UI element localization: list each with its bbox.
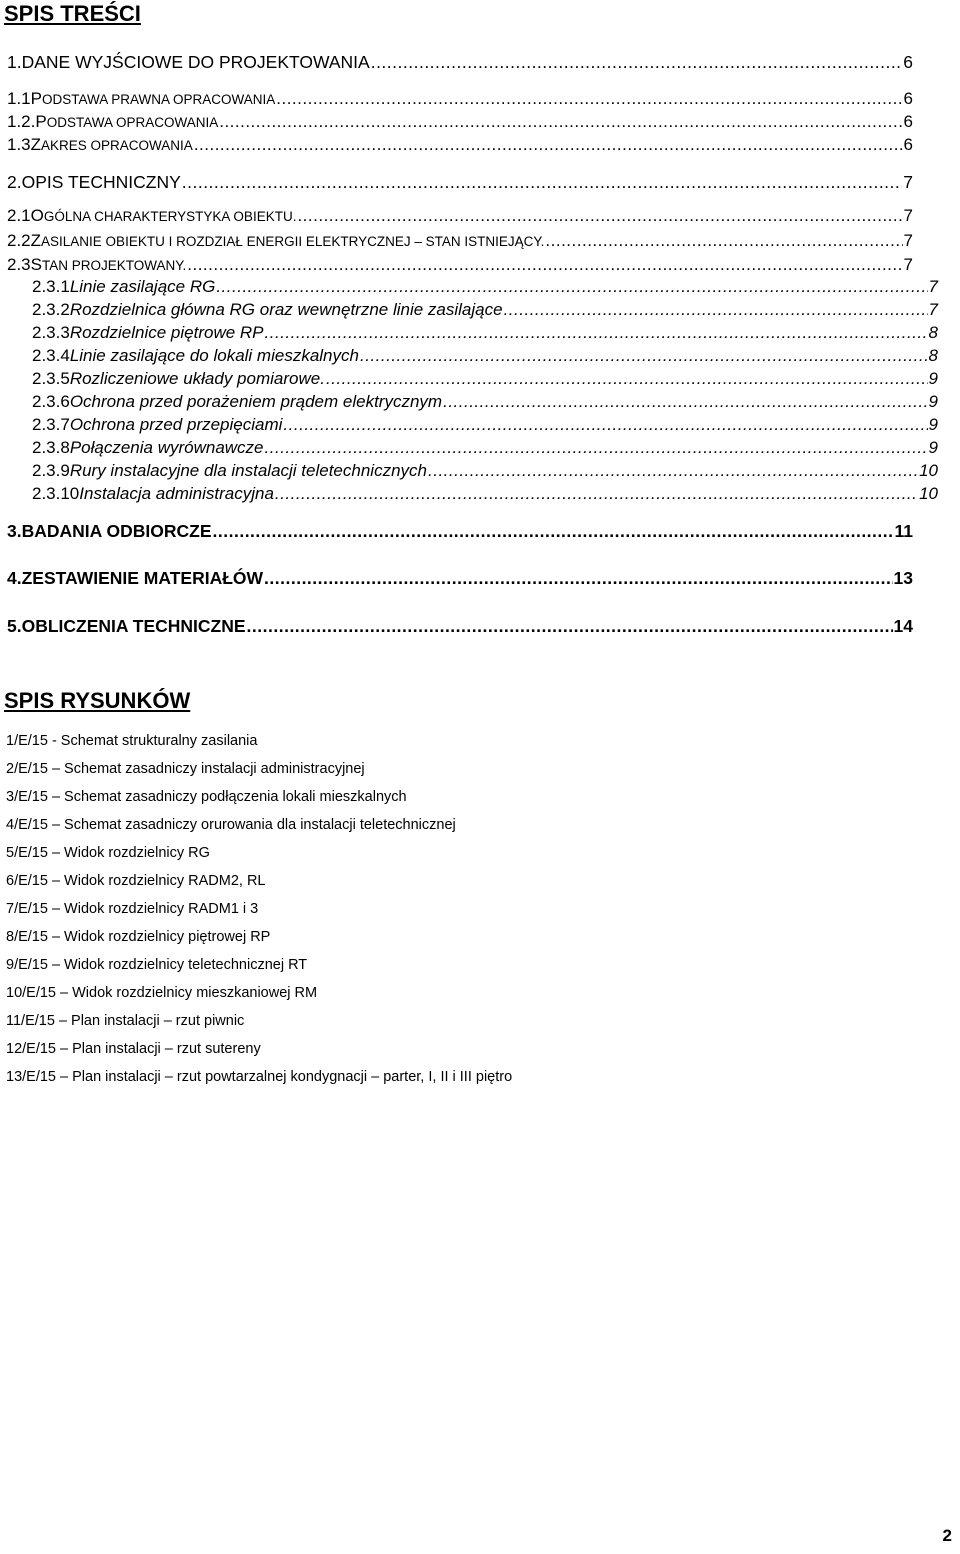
toc-dot-leader — [504, 300, 928, 320]
toc-dot-leader — [371, 52, 903, 72]
toc-entry-title: ZASILANIE OBIEKTU I ROZDZIAŁ ENERGII ELEKTRYCZNEJ – STAN ISTNIEJĄCY. — [30, 231, 545, 250]
toc-entry-page: 7 — [903, 231, 913, 250]
toc-entry-number: 2.2 — [7, 231, 31, 250]
toc-entry-number: 1.3 — [7, 135, 31, 154]
toc-dot-leader — [264, 568, 893, 588]
toc-entry-number: 2.3.10 — [32, 484, 80, 503]
toc-dot-leader — [428, 461, 918, 481]
toc-dot-leader — [216, 277, 927, 297]
toc-entry-title: BADANIA ODBIORCZE — [21, 521, 212, 541]
toc-entry-title: OGÓLNA CHARAKTERYSTYKA OBIEKTU. — [30, 206, 297, 225]
toc-entry-page: 6 — [903, 135, 913, 154]
toc-entry-number: 2.3.3 — [32, 323, 70, 342]
toc-dot-leader — [219, 112, 902, 132]
toc-dot-leader — [275, 484, 918, 504]
toc-entry-title: Rozliczeniowe układy pomiarowe. — [69, 369, 325, 388]
toc-entry-1-3[interactable] — [0, 135, 913, 156]
figure-list-item: 13/E/15 – Plan instalacji – rzut powtarzalnej kondygnacji – parter, I, II i III piętro — [6, 1069, 513, 1085]
figure-list-item: 9/E/15 – Widok rozdzielnicy teletechnicznej RT — [6, 957, 308, 973]
figure-list-item: 6/E/15 – Widok rozdzielnicy RADM2, RL — [6, 873, 266, 889]
toc-entry-number: 4. — [7, 568, 22, 588]
toc-dot-leader — [326, 369, 928, 389]
figure-list-item: 11/E/15 – Plan instalacji – rzut piwnic — [6, 1013, 245, 1029]
toc-dot-leader — [247, 616, 893, 636]
toc-dot-leader — [283, 415, 927, 435]
toc-entry-page: 9 — [928, 438, 938, 457]
toc-entry-page: 9 — [928, 369, 938, 388]
toc-entry-2-3-1[interactable] — [0, 277, 938, 297]
toc-entry-title: ZESTAWIENIE MATERIAŁÓW — [21, 568, 264, 588]
toc-entry-page: 14 — [893, 616, 913, 636]
figures-heading: SPIS RYSUNKÓW — [4, 688, 191, 713]
toc-entry-number: 2.3.2 — [32, 300, 70, 319]
toc-entry-page: 7 — [928, 277, 938, 296]
toc-entry-number: 2.3 — [7, 255, 31, 274]
toc-entry-1[interactable] — [0, 52, 913, 72]
toc-entry-2-3-7[interactable] — [0, 415, 938, 435]
toc-dot-leader — [265, 438, 928, 458]
toc-entry-title: Instalacja administracyjna — [79, 484, 274, 503]
toc-dot-leader — [443, 392, 927, 412]
toc-entry-title: OBLICZENIA TECHNICZNE — [21, 616, 246, 636]
toc-entry-3[interactable] — [0, 521, 913, 541]
toc-entry-page: 11 — [894, 521, 913, 541]
toc-entry-number: 2.3.7 — [32, 415, 70, 434]
toc-entry-number: 2.3.1 — [32, 277, 70, 296]
toc-entry-title: Linie zasilające RG — [69, 277, 216, 296]
toc-entry-title: ZAKRES OPRACOWANIA — [30, 135, 193, 154]
toc-entry-page: 6 — [903, 112, 913, 131]
toc-entry-number: 2.3.6 — [32, 392, 70, 411]
toc-heading: SPIS TREŚCI — [4, 1, 141, 26]
toc-entry-2-1[interactable] — [0, 206, 913, 227]
toc-dot-leader — [545, 231, 902, 251]
toc-entry-2-3-6[interactable] — [0, 392, 938, 412]
toc-dot-leader — [265, 323, 928, 343]
toc-entry-title: PODSTAWA OPRACOWANIA — [35, 112, 219, 131]
toc-entry-2-3-5[interactable] — [0, 369, 938, 389]
toc-entry-2-3-9[interactable] — [0, 461, 938, 481]
toc-entry-page: 9 — [928, 392, 938, 411]
toc-entry-page: 10 — [919, 461, 938, 480]
toc-entry-2[interactable] — [0, 172, 913, 192]
figure-list-item: 4/E/15 – Schemat zasadniczy orurowania dla instalacji teletechnicznej — [6, 817, 456, 833]
toc-entry-title: STAN PROJEKTOWANY. — [30, 255, 187, 274]
toc-entry-page: 7 — [903, 255, 913, 274]
toc-entry-page: 13 — [893, 568, 913, 588]
toc-entry-2-3-2[interactable] — [0, 300, 938, 320]
figure-list-item: 12/E/15 – Plan instalacji – rzut sutereny — [6, 1041, 261, 1057]
toc-entry-2-3[interactable] — [0, 255, 913, 276]
toc-entry-number: 3. — [7, 521, 22, 541]
toc-entry-page: 6 — [903, 89, 913, 108]
toc-entry-2-3-8[interactable] — [0, 438, 938, 458]
toc-entry-number: 1.1 — [7, 89, 31, 108]
toc-entry-number: 2.3.9 — [32, 461, 70, 480]
toc-entry-2-3-4[interactable] — [0, 346, 938, 366]
toc-entry-number: 2.3.8 — [32, 438, 70, 457]
toc-dot-leader — [276, 89, 902, 109]
toc-entry-title: Rury instalacyjne dla instalacji teletechnicznych — [69, 461, 427, 480]
figure-list-item: 1/E/15 - Schemat strukturalny zasilania — [6, 733, 258, 749]
toc-entry-2-2[interactable] — [0, 231, 913, 252]
toc-dot-leader — [194, 135, 903, 155]
toc-dot-leader — [187, 255, 902, 275]
figure-list-item: 5/E/15 – Widok rozdzielnicy RG — [6, 845, 210, 861]
toc-entry-page: 10 — [919, 484, 938, 503]
toc-entry-title: OPIS TECHNICZNY — [21, 172, 181, 192]
toc-entry-title: Ochrona przed porażeniem prądem elektrycznym — [69, 392, 443, 411]
page-number: 2 — [942, 1526, 952, 1545]
figure-list-item: 10/E/15 – Widok rozdzielnicy mieszkaniowej RM — [6, 985, 318, 1001]
toc-dot-leader — [360, 346, 928, 366]
figure-list-item: 3/E/15 – Schemat zasadniczy podłączenia lokali mieszkalnych — [6, 789, 407, 805]
toc-dot-leader — [182, 172, 903, 192]
toc-entry-title: Linie zasilające do lokali mieszkalnych — [69, 346, 359, 365]
toc-entry-number: 5. — [7, 616, 22, 636]
toc-entry-page: 6 — [903, 52, 913, 72]
figure-list-item: 2/E/15 – Schemat zasadniczy instalacji administracyjnej — [6, 761, 365, 777]
toc-entry-page: 8 — [928, 323, 938, 342]
toc-entry-number: 2.1 — [7, 206, 31, 225]
toc-entry-page: 7 — [903, 206, 913, 225]
toc-entry-number: 1. — [7, 52, 22, 72]
toc-entry-title: Ochrona przed przepięciami — [69, 415, 283, 434]
toc-entry-title: Rozdzielnice piętrowe RP — [69, 323, 264, 342]
toc-dot-leader — [297, 206, 902, 226]
toc-entry-title: PODSTAWA PRAWNA OPRACOWANIA — [30, 89, 276, 108]
toc-entry-page: 7 — [903, 172, 913, 192]
toc-entry-page: 7 — [928, 300, 938, 319]
toc-entry-5[interactable] — [0, 616, 913, 636]
figure-list-item: 8/E/15 – Widok rozdzielnicy piętrowej RP — [6, 929, 271, 945]
figure-list-item: 7/E/15 – Widok rozdzielnicy RADM1 i 3 — [6, 901, 259, 917]
toc-entry-1-2[interactable] — [0, 112, 913, 133]
toc-entry-1-1[interactable] — [0, 89, 913, 110]
toc-entry-number: 2.3.5 — [32, 369, 70, 388]
toc-dot-leader — [213, 521, 894, 541]
toc-entry-title: Połączenia wyrównawcze — [69, 438, 264, 457]
toc-entry-title: Rozdzielnica główna RG oraz wewnętrzne linie zasilające — [69, 300, 503, 319]
toc-entry-title: DANE WYJŚCIOWE DO PROJEKTOWANIA — [21, 52, 370, 72]
toc-entry-number: 2.3.4 — [32, 346, 70, 365]
toc-entry-number: 1.2. — [7, 112, 36, 131]
toc-entry-2-3-3[interactable] — [0, 323, 938, 343]
toc-entry-page: 9 — [928, 415, 938, 434]
toc-entry-number: 2. — [7, 172, 22, 192]
toc-entry-2-3-10[interactable] — [0, 484, 938, 504]
toc-entry-4[interactable] — [0, 568, 913, 588]
toc-entry-page: 8 — [928, 346, 938, 365]
